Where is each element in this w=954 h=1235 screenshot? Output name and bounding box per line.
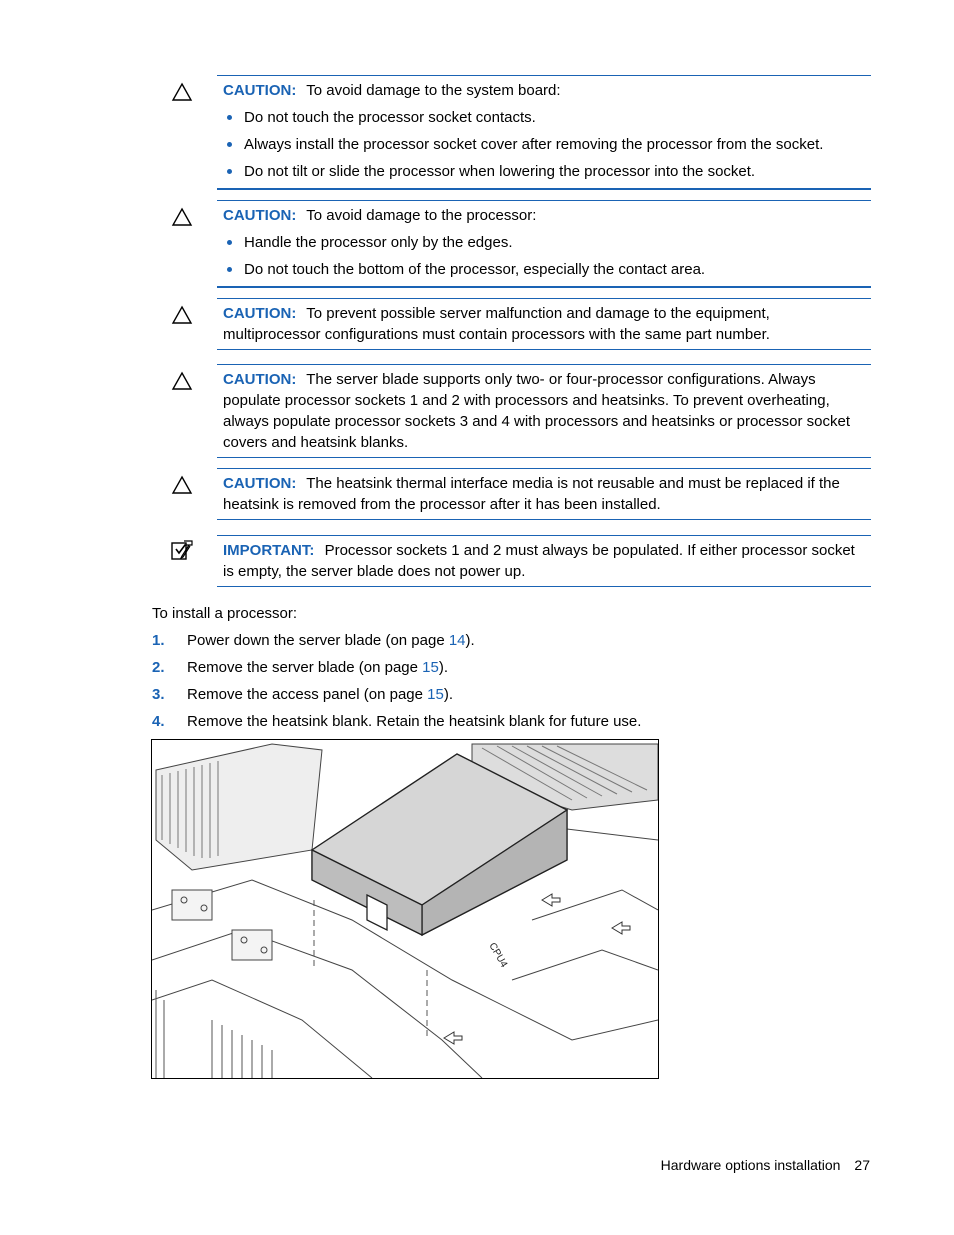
caution-icon [171, 305, 193, 329]
cpu-label: CPU4 [486, 941, 510, 970]
procedure-steps [152, 630, 872, 738]
step-text-end: ). [465, 632, 475, 649]
caution-text: To avoid damage to the processor: [306, 207, 537, 224]
caution-label: CAUTION: [223, 82, 297, 99]
step-number: 4. [152, 713, 165, 730]
important-label: IMPORTANT: [223, 542, 315, 559]
page-link[interactable]: 15 [422, 659, 439, 676]
caution-label: CAUTION: [223, 371, 297, 388]
caution-icon [171, 371, 193, 395]
caution-notice [217, 468, 871, 520]
caution-bullet-list [223, 232, 865, 280]
illustration-drawing [152, 740, 658, 1078]
important-text: Processor sockets 1 and 2 must always be populated. If either processor socket is empty, the server blade does not power up. [223, 542, 855, 580]
page-link[interactable]: 15 [427, 686, 444, 703]
bullet-item: Always install the processor socket cover after removing the processor from the socket. [223, 134, 865, 155]
page-number: 27 [854, 1157, 870, 1173]
caution-notice [217, 200, 871, 288]
step-text: Remove the heatsink blank. Retain the heatsink blank for future use. [187, 713, 642, 730]
step-item [152, 630, 872, 657]
caution-label: CAUTION: [223, 475, 297, 492]
step-text: Power down the server blade (on page [187, 632, 449, 649]
important-notice [217, 535, 871, 587]
step-item [152, 657, 872, 684]
step-text: Remove the server blade (on page [187, 659, 423, 676]
caution-text: The server blade supports only two- or four-processor configurations. Always populate processor sockets 1 and 2 with processors and heatsinks. To prevent overheating, always populate processor sockets 3 and 4 with processors and heatsinks or processor socket covers and heatsink blanks. [223, 371, 850, 451]
bullet-item: Do not touch the bottom of the processor, especially the contact area. [223, 259, 865, 280]
caution-icon [171, 475, 193, 499]
caution-notice [217, 298, 871, 350]
step-text-end: ). [438, 659, 448, 676]
caution-label: CAUTION: [223, 305, 297, 322]
step-item [152, 684, 872, 711]
step-number: 2. [152, 659, 165, 676]
bullet-item: Do not tilt or slide the processor when lowering the processor into the socket. [223, 161, 865, 182]
caution-notice [217, 75, 871, 190]
step-number: 1. [152, 632, 165, 649]
step-number: 3. [152, 686, 165, 703]
step-item [152, 711, 872, 738]
page-link[interactable]: 14 [448, 632, 466, 649]
bullet-item: Handle the processor only by the edges. [223, 232, 865, 253]
caution-bullet-list [223, 107, 865, 182]
heatsink-blank-illustration [151, 739, 659, 1079]
important-icon [170, 539, 194, 565]
procedure-intro: To install a processor: [152, 605, 298, 622]
caution-notice [217, 364, 871, 458]
step-text: Remove the access panel (on page [187, 686, 428, 703]
caution-label: CAUTION: [223, 207, 297, 224]
bullet-item: Do not touch the processor socket contacts. [223, 107, 865, 128]
step-text-end: ). [443, 686, 454, 703]
page-footer [640, 1157, 870, 1173]
caution-icon [171, 82, 193, 106]
caution-icon [171, 207, 193, 231]
caution-text: To avoid damage to the system board: [306, 82, 561, 99]
caution-text: To prevent possible server malfunction and damage to the equipment, multiprocessor configurations must contain processors with the same part number. [223, 305, 770, 343]
caution-text: The heatsink thermal interface media is not reusable and must be replaced if the heatsink is removed from the processor after it has been installed. [223, 475, 840, 513]
footer-section-title: Hardware options installation [660, 1157, 841, 1173]
